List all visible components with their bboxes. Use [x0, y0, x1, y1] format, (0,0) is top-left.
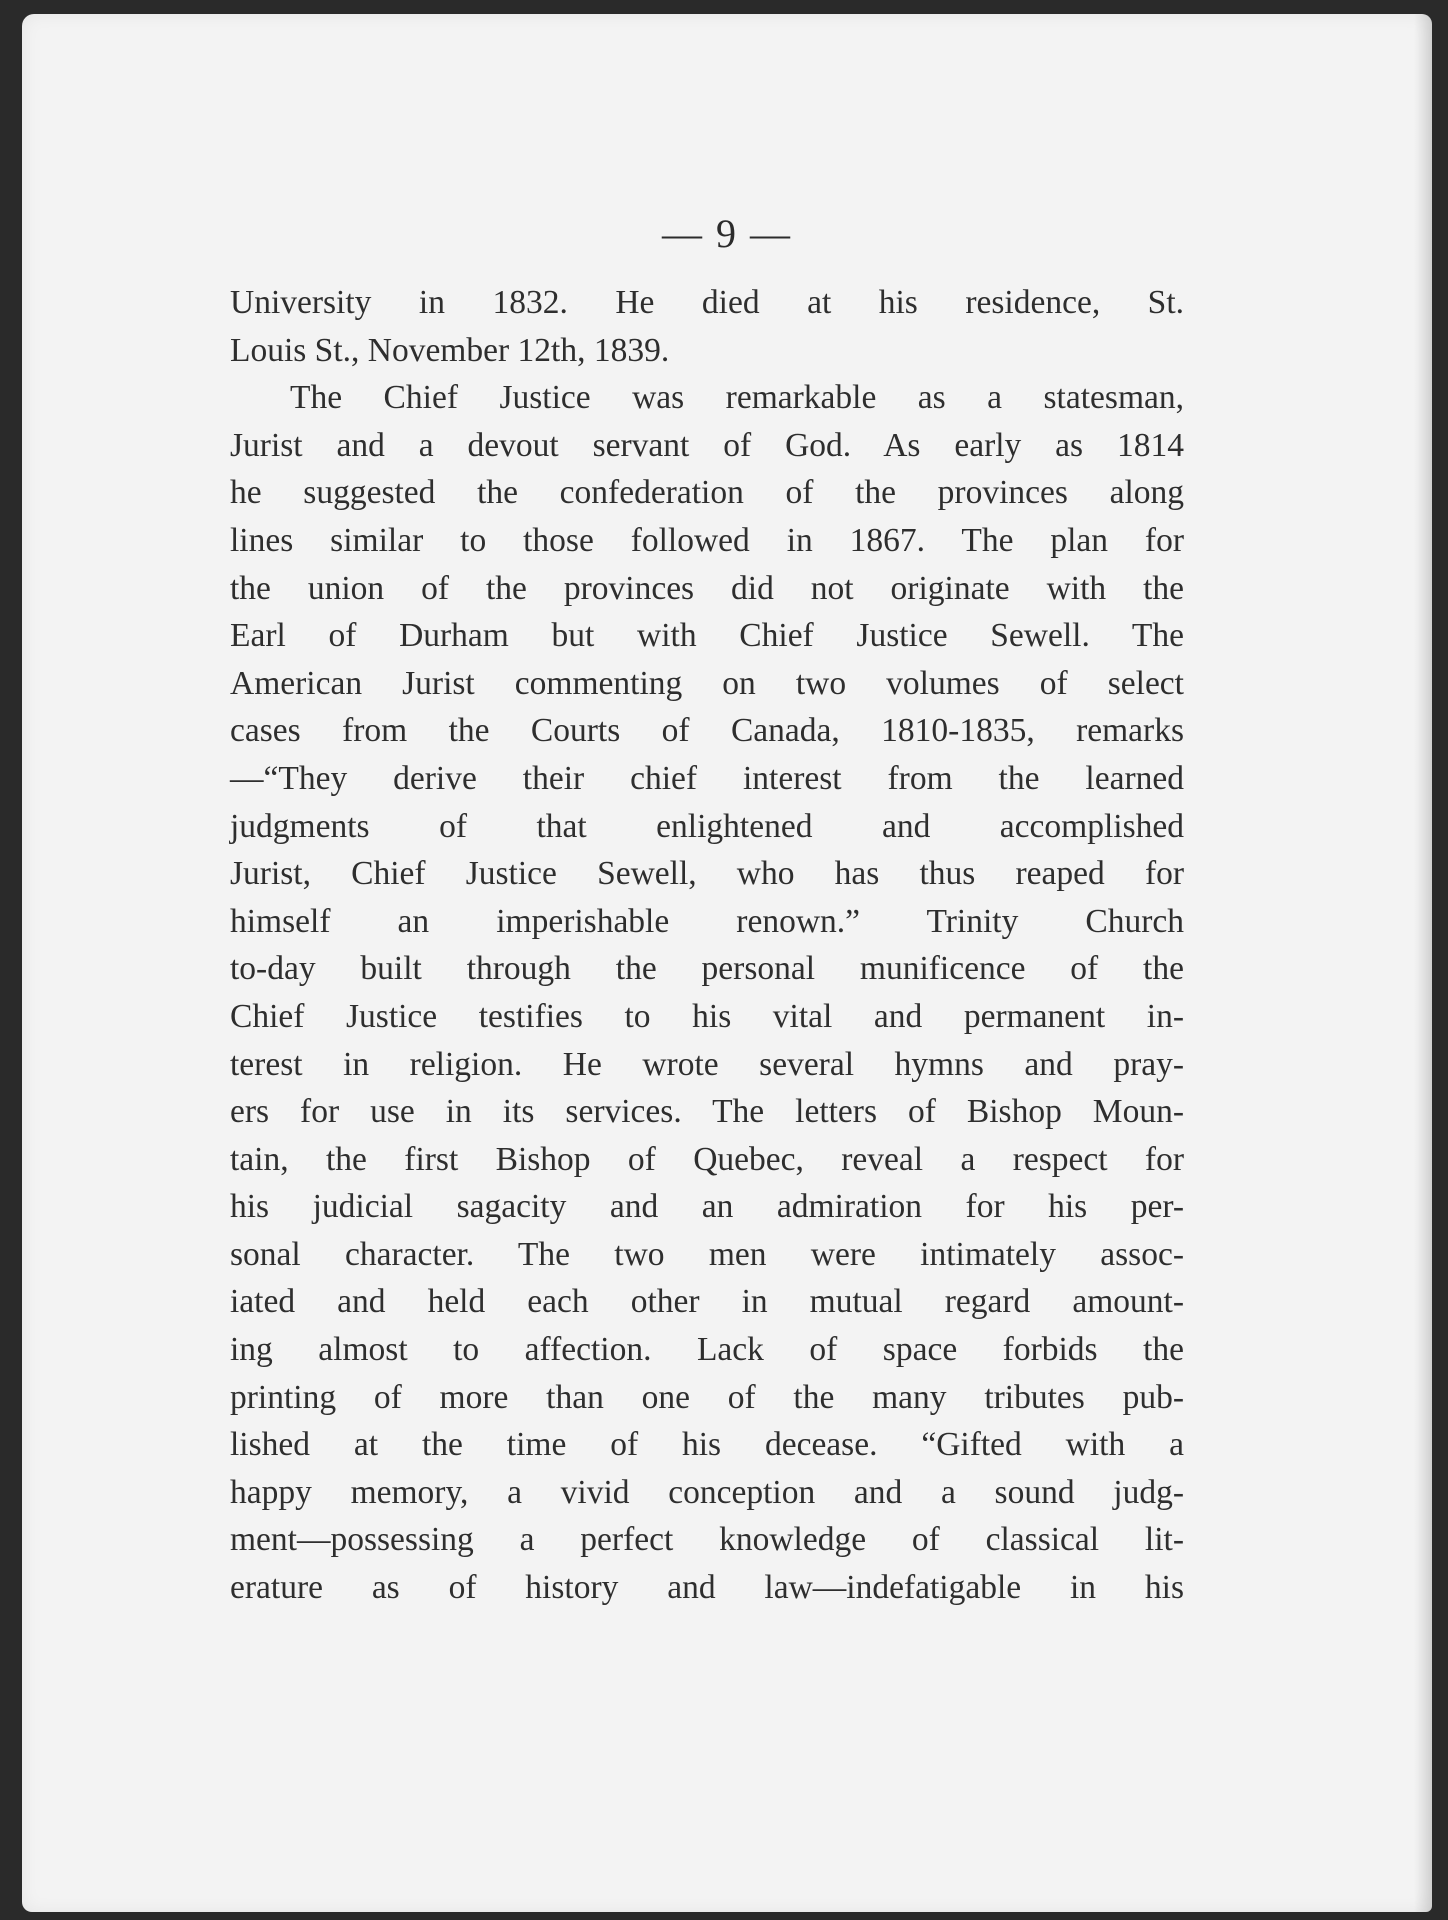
text-line: he suggested the confederation of the provinces along: [230, 474, 1184, 512]
text-line: sonal character. The two men were intimately assoc-: [230, 1235, 1184, 1273]
text-line: The Chief Justice was remarkable as a statesman,: [290, 379, 1184, 417]
text-line: lished at the time of his decease. “Gifted with a: [230, 1426, 1184, 1464]
text-line: Jurist, Chief Justice Sewell, who has thus reaped for: [230, 855, 1184, 893]
text-line: Earl of Durham but with Chief Justice Sewell. The: [230, 617, 1184, 655]
text-line: lines similar to those followed in 1867. The plan for: [230, 521, 1184, 559]
text-line: to-day built through the personal munificence of the: [230, 950, 1184, 988]
text-line: happy memory, a vivid conception and a sound judg-: [230, 1473, 1184, 1511]
text-line: Jurist and a devout servant of God. As early as 1814: [230, 426, 1184, 464]
text-line: ers for use in its services. The letters of Bishop Moun-: [230, 1093, 1184, 1131]
text-line: ment—possessing a perfect knowledge of classical lit-: [230, 1521, 1184, 1559]
text-line: ing almost to affection. Lack of space forbids the: [230, 1331, 1184, 1369]
text-line: tain, the first Bishop of Quebec, reveal a respect for: [230, 1140, 1184, 1178]
text-line: erature as of history and law—indefatigable in his: [230, 1569, 1184, 1607]
page-number: — 9 —: [662, 211, 792, 256]
text-line: printing of more than one of the many tributes pub-: [230, 1378, 1184, 1416]
text-line: iated and held each other in mutual regard amount-: [230, 1283, 1184, 1321]
text-line: judgments of that enlightened and accomplished: [230, 807, 1184, 845]
text-line: University in 1832. He died at his residence, St.: [230, 284, 1184, 321]
text-line: cases from the Courts of Canada, 1810-1835, remarks: [230, 712, 1184, 750]
text-line: Chief Justice testifies to his vital and permanent in-: [230, 997, 1184, 1035]
text-line: —“They derive their chief interest from the learned: [230, 759, 1184, 797]
body-text: [230, 279, 1184, 1612]
text-line: the union of the provinces did not originate with the: [230, 569, 1184, 607]
text-line: himself an imperishable renown.” Trinity Church: [230, 902, 1184, 940]
text-line: his judicial sagacity and an admiration for his per-: [230, 1188, 1184, 1226]
text-line: terest in religion. He wrote several hymns and pray-: [230, 1045, 1184, 1083]
book-page: [22, 14, 1432, 1912]
text-line: American Jurist commenting on two volumes of select: [230, 664, 1184, 702]
text-line: Louis St., November 12th, 1839.: [230, 331, 670, 369]
page-edge-shadow: [1414, 14, 1432, 1912]
